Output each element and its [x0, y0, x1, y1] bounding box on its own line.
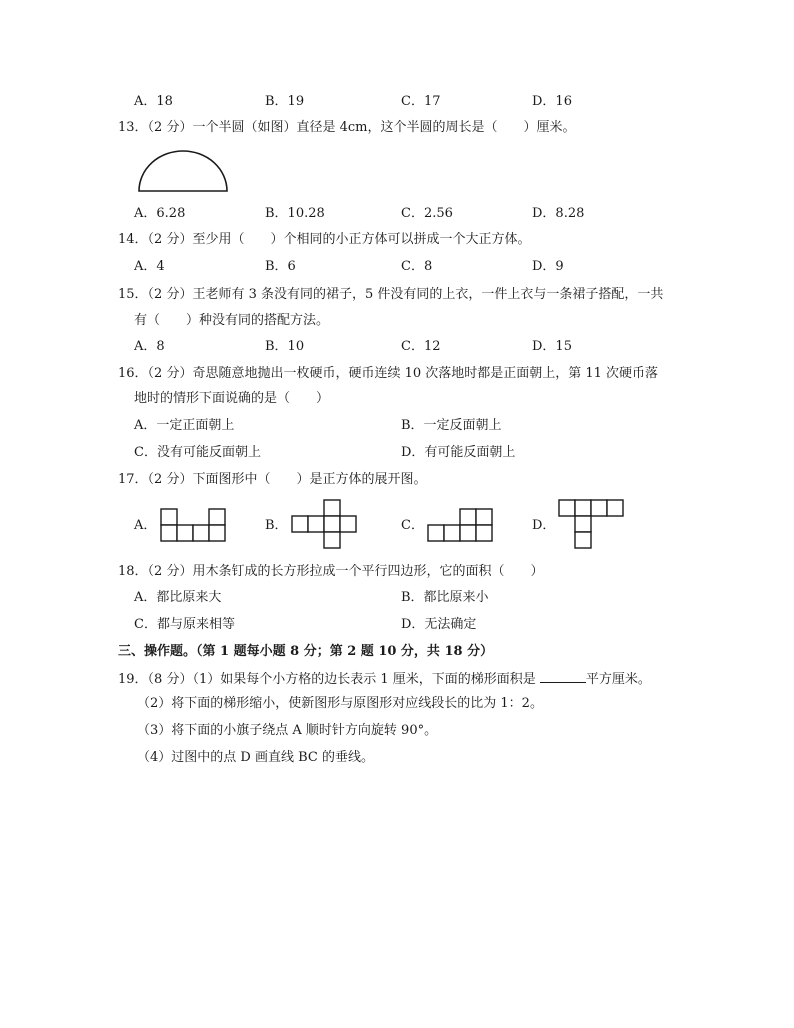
q19-line1-text: 19．（8 分）（1）如果每个小方格的边长表示 1 厘米，下面的梯形面积是 — [118, 672, 536, 687]
q15-stem-line2: 有（ ）种没有同的搭配方法。 — [134, 313, 330, 328]
q13-stem: 13．（2 分）一个半圆（如图）直径是 4cm，这个半圆的周长是（ ）厘米。 — [118, 120, 576, 135]
q18-stem: 18．（2 分）用木条钉成的长方形拉成一个平行四边形，它的面积（ ） — [118, 564, 544, 579]
q15-option-a: A．8 — [134, 339, 165, 354]
q14-option-a: A．4 — [134, 259, 165, 274]
q12-option-d: D．16 — [532, 94, 572, 109]
q16-option-c: C．没有可能反面朝上 — [134, 445, 261, 460]
q13-option-b: B．10.28 — [265, 206, 325, 221]
q13-option-c: C．2.56 — [401, 206, 453, 221]
q14-option-d: D．9 — [532, 259, 564, 274]
q15-option-c: C．12 — [401, 339, 441, 354]
q12-option-a: A．18 — [134, 94, 173, 109]
q12-option-b: B．19 — [265, 94, 305, 109]
q16-option-b: B．一定反面朝上 — [401, 418, 502, 433]
cube-net-c — [428, 509, 492, 541]
q16-stem-line1: 16．（2 分）奇思随意地抛出一枚硬币，硬币连续 10 次落地时都是正面朝上，第 11 次硬币落 — [118, 366, 659, 381]
q13-option-d: D．8.28 — [532, 206, 585, 221]
q15-stem-line1: 15．（2 分）王老师有 3 条没有同的裙子，5 件没有同的上衣，一件上衣与一条裙子搭配，一共 — [118, 287, 664, 302]
q12-option-c: C．17 — [401, 94, 441, 109]
q17-option-c: C． — [401, 518, 424, 533]
q19-line1 — [118, 670, 651, 688]
q16-stem-line2: 地时的情形下面说确的是（ ） — [134, 391, 330, 406]
q17-option-d: D． — [532, 518, 556, 533]
q15-option-b: B．10 — [265, 339, 305, 354]
section-3-title: 三、操作题。（第 1 题每小题 8 分；第 2 题 10 分，共 18 分） — [118, 644, 494, 659]
q19-line3: （3）将下面的小旗子绕点 A 顺时针方向旋转 90°。 — [137, 723, 438, 738]
q18-option-c: C．都与原来相等 — [134, 617, 235, 632]
q17-option-b: B． — [265, 518, 288, 533]
q14-option-b: B．6 — [265, 259, 296, 274]
cube-net-a — [161, 509, 225, 541]
cube-net-d — [559, 500, 623, 548]
q19-line4: （4）过图中的点 D 画直线 BC 的垂线。 — [137, 750, 374, 765]
q15-option-d: D．15 — [532, 339, 572, 354]
q13-option-a: A．6.28 — [134, 206, 186, 221]
semicircle-figure — [137, 148, 229, 194]
answer-blank[interactable] — [540, 670, 586, 683]
q16-option-d: D．有可能反面朝上 — [401, 445, 516, 460]
q17-option-a: A． — [134, 518, 157, 533]
q19-line1-unit: 平方厘米。 — [585, 672, 651, 687]
cube-net-b — [292, 500, 356, 548]
q18-option-a: A．都比原来大 — [134, 590, 222, 605]
q14-stem: 14．（2 分）至少用（ ）个相同的小正方体可以拼成一个大正方体。 — [118, 232, 531, 247]
q16-option-a: A．一定正面朝上 — [134, 418, 235, 433]
q18-option-b: B．都比原来小 — [401, 590, 489, 605]
q18-option-d: D．无法确定 — [401, 617, 477, 632]
q17-stem: 17．（2 分）下面图形中（ ）是正方体的展开图。 — [118, 472, 427, 487]
q14-option-c: C．8 — [401, 259, 433, 274]
q19-line2: （2）将下面的梯形缩小，使新图形与原图形对应线段长的比为 1：2。 — [137, 696, 543, 711]
